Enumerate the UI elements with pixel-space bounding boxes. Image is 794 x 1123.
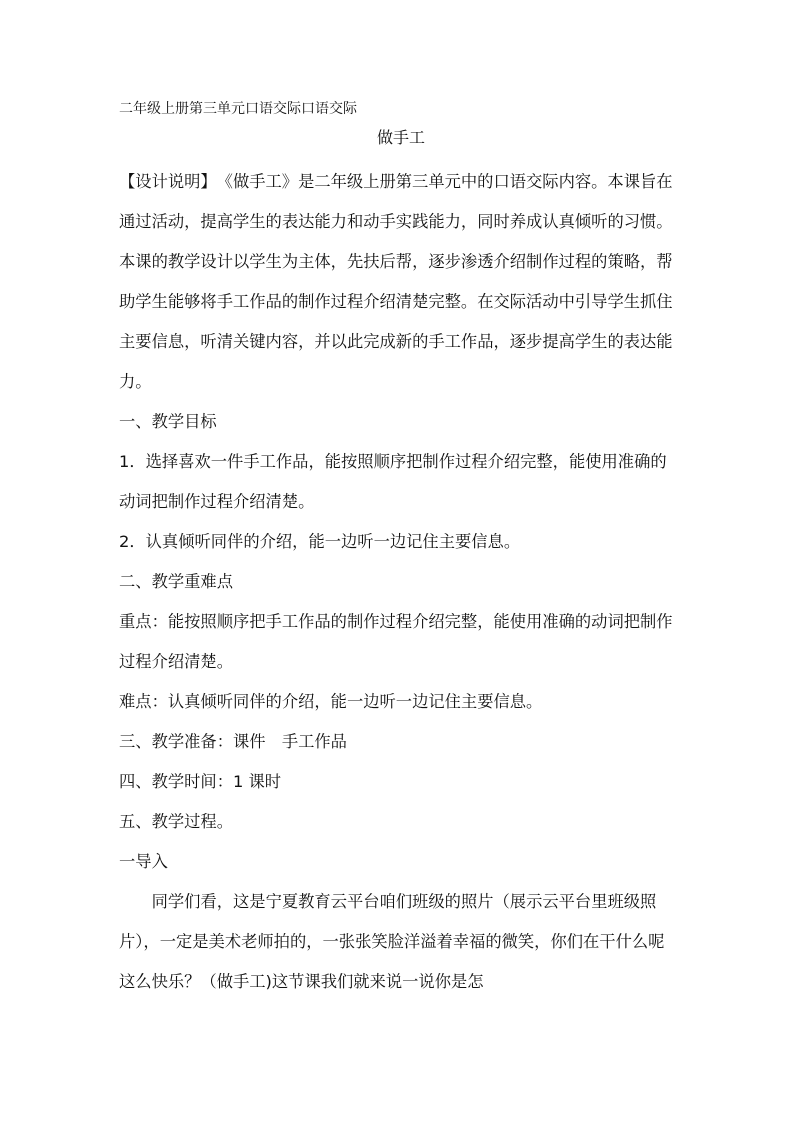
section-preparation: 三、教学准备：课件 手工作品 (119, 732, 347, 751)
document-body (119, 162, 679, 1002)
intro-paragraph: 同学们看，这是宁夏教育云平台咱们班级的照片（展示云平台里班级照片），一定是美术老师拍的，一张张笑脸洋溢着幸福的微笑，你们在干什么呢这么快乐？（做手工)这节课我们就来说一说你是怎 (119, 892, 665, 991)
goal-item-1: 1．选择喜欢一件手工作品，能按照顺序把制作过程介绍完整，能使用准确的动词把制作过程介绍清楚。 (119, 452, 667, 511)
section-time: 四、教学时间：1 课时 (119, 772, 282, 791)
difficult-point-paragraph: 难点：认真倾听同伴的介绍，能一边听一边记住主要信息。 (119, 692, 543, 711)
section-heading-goals: 一、教学目标 (119, 412, 217, 431)
key-point-paragraph: 重点：能按照顺序把手工作品的制作过程介绍完整，能使用准确的动词把制作过程介绍清楚。 (119, 612, 673, 671)
design-note-paragraph: 【设计说明】 《做手工》是二年级上册第三单元中的口语交际内容。本课旨在通过活动，提高学生的表达能力和动手实践能力，同时养成认真倾听的习惯。本课的教学设计以学生为主体，先扶后帮，逐步渗透介绍制作过程的策略，帮助学生能够将手工作品的制作过程介绍清楚完整。在交际活动中引导学生抓住主要信息，听清关键内容，并以此完成新的手工作品，逐步提高学生的表达能力。 (119, 172, 673, 391)
goal-item-2: 2．认真倾听同伴的介绍，能一边听一边记住主要信息。 (119, 532, 521, 551)
document-header-line: 二年级上册第三单元口语交际口语交际 (119, 101, 357, 117)
step-heading-intro: 一导入 (119, 852, 168, 871)
section-process: 五、教学过程。 (119, 812, 233, 831)
section-heading-key-points: 二、教学重难点 (119, 572, 233, 591)
document-title: 做手工 (376, 128, 425, 147)
